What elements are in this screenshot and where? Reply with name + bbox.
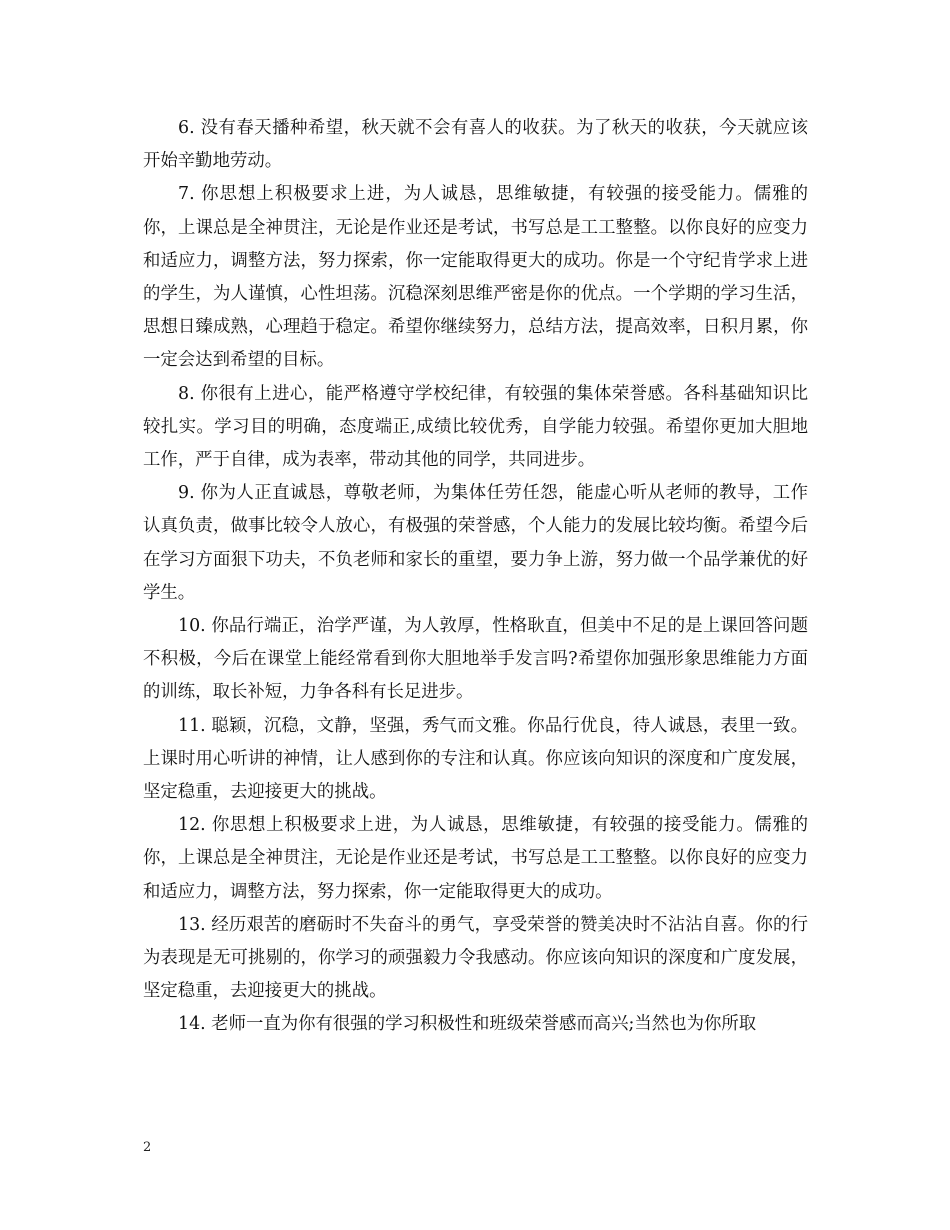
- paragraph-9: 9. 你为人正直诚恳，尊敬老师，为集体任劳任怨，能虚心听从老师的教导，工作认真负责，做事比较令人放心，有极强的荣誉感，个人能力的发展比较均衡。希望今后在学习方面狠下功夫，不负老师和家长的重望，要力争上游，努力做一个品学兼优的好学生。: [143, 483, 808, 603]
- paragraph-12: 12. 你思想上积极要求上进，为人诚恳，思维敏捷，有较强的接受能力。儒雅的你，上课总是全神贯注，无论是作业还是考试，书写总是工工整整。以你良好的应变力和适应力，调整方法，努力探索，你一定能取得更大的成功。: [143, 815, 808, 902]
- paragraph-7: 7. 你思想上积极要求上进，为人诚恳，思维敏捷，有较强的接受能力。儒雅的你，上课总是全神贯注，无论是作业还是考试，书写总是工工整整。以你良好的应变力和适应力，调整方法，努力探索，你一定能取得更大的成功。你是一个守纪肯学求上进的学生，为人谨慎，心性坦荡。沉稳深刻思维严密是你的优点。一个学期的学习生活，思想日臻成熟，心理趋于稳定。希望你继续努力，总结方法，提高效率，日积月累，你一定会达到希望的目标。: [143, 184, 808, 371]
- paragraph-14: 14. 老师一直为你有很强的学习积极性和班级荣誉感而高兴;当然也为你所取: [178, 1014, 757, 1035]
- paragraph-11: 11. 聪颖，沉稳，文静，坚强，秀气而文雅。你品行优良，待人诚恳，表里一致。上课时用心听讲的神情，让人感到你的专注和认真。你应该向知识的深度和广度发展，坚定稳重，去迎接更大的挑战。: [143, 715, 808, 803]
- paragraph-13: 13. 经历艰苦的磨砺时不失奋斗的勇气，享受荣誉的赞美决时不沾沾自喜。你的行为表现是无可挑剔的，你学习的顽强毅力令我感动。你应该向知识的深度和广度发展，坚定稳重，去迎接更大的挑战。: [143, 914, 808, 1002]
- paragraph-6: 6. 没有春天播种希望，秋天就不会有喜人的收获。为了秋天的收获，今天就应该开始辛勤地劳动。: [143, 118, 808, 172]
- paragraph-10: 10. 你品行端正，治学严谨，为人敦厚，性格耿直，但美中不足的是上课回答问题不积极，今后在课堂上能经常看到你大胆地举手发言吗?希望你加强形象思维能力方面的训练，取长补短，力争各科有长足进步。: [143, 616, 808, 703]
- page-number: 2: [143, 1140, 152, 1155]
- paragraph-8: 8. 你很有上进心，能严格遵守学校纪律，有较强的集体荣誉感。各科基础知识比较扎实。学习目的明确，态度端正,成绩比较优秀，自学能力较强。希望你更加大胆地工作，严于自律，成为表率，带动其他的同学，共同进步。: [143, 383, 808, 471]
- document-body: [143, 112, 808, 1042]
